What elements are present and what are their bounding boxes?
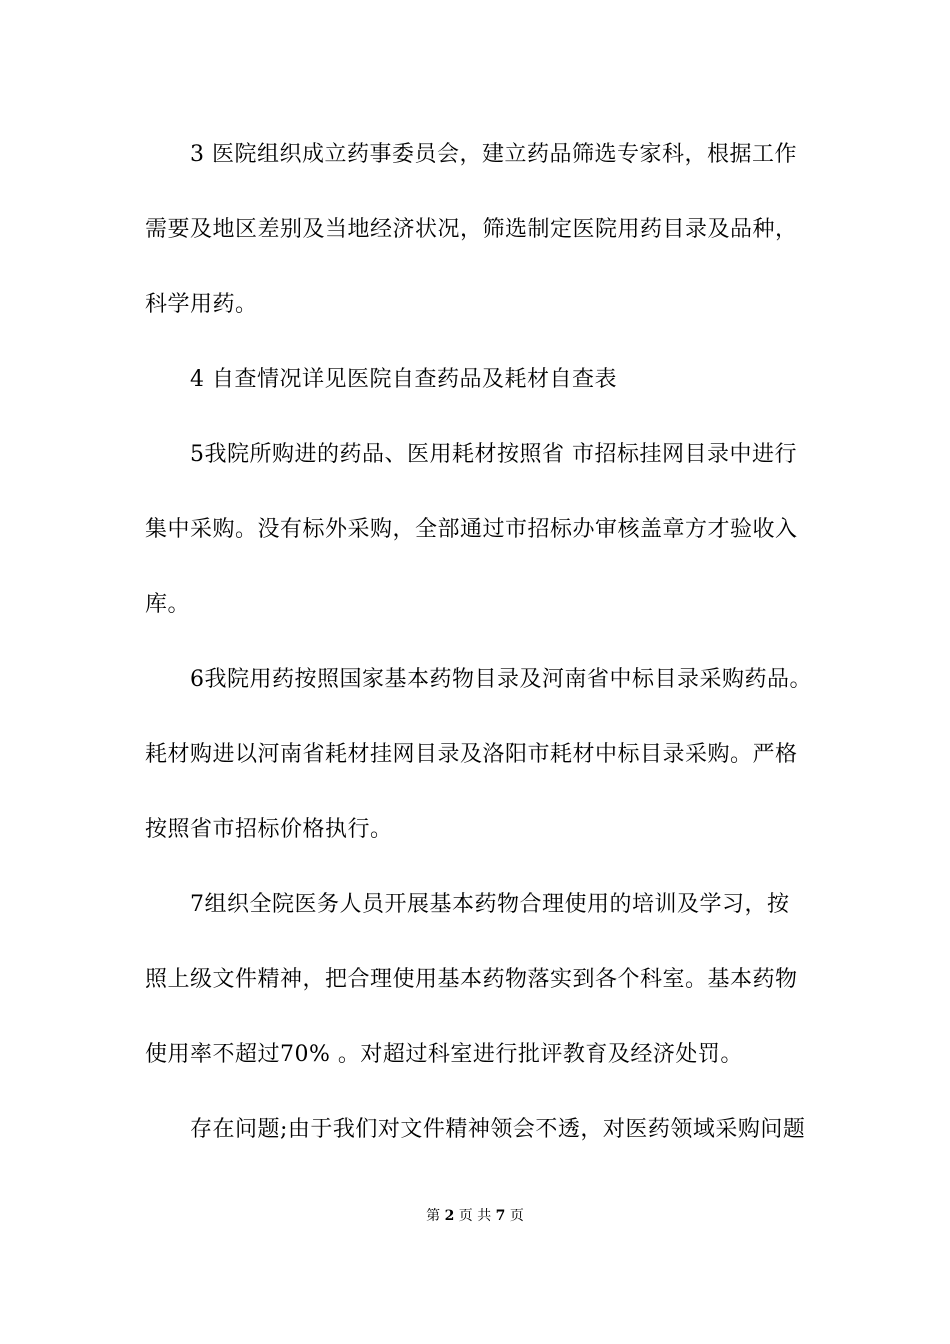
text-line-3: 科学用药。: [145, 292, 258, 317]
text-line-1: 3 医院组织成立药事委员会，建立药品筛选专家科，根据工作: [190, 142, 797, 167]
total-page-number: 7: [495, 1208, 506, 1224]
text-line-7: 库。: [145, 592, 191, 617]
footer-middle: 页 共: [458, 1208, 492, 1224]
text-line-5: 5我院所购进的药品、医用耗材按照省 市招标挂网目录中进行: [190, 442, 797, 467]
text-line-12: 照上级文件精神，把合理使用基本药物落实到各个科室。基本药物: [145, 967, 798, 992]
text-line-13: 使用率不超过70% 。对超过科室进行批评教育及经济处罚。: [145, 1042, 743, 1067]
footer-suffix: 页: [509, 1208, 524, 1224]
page-footer: [0, 1207, 950, 1225]
text-line-9: 耗材购进以河南省耗材挂网目录及洛阳市耗材中标目录采购。严格: [145, 742, 798, 767]
text-line-10: 按照省市招标价格执行。: [145, 817, 393, 842]
text-line-11: 7组织全院医务人员开展基本药物合理使用的培训及学习，按: [190, 892, 790, 917]
text-line-2: 需要及地区差别及当地经济状况，筛选制定医院用药目录及品种，: [145, 217, 798, 242]
text-line-14: 存在问题;由于我们对文件精神领会不透，对医药领域采购问题: [190, 1117, 806, 1142]
text-line-4: 4 自查情况详见医院自查药品及耗材自查表: [190, 367, 617, 392]
footer-prefix: 第: [426, 1208, 441, 1224]
text-line-8: 6我院用药按照国家基本药物目录及河南省中标目录采购药品。: [190, 667, 812, 692]
text-line-6: 集中采购。没有标外采购，全部通过市招标办审核盖章方才验收入: [145, 517, 798, 542]
current-page-number: 2: [444, 1208, 455, 1224]
